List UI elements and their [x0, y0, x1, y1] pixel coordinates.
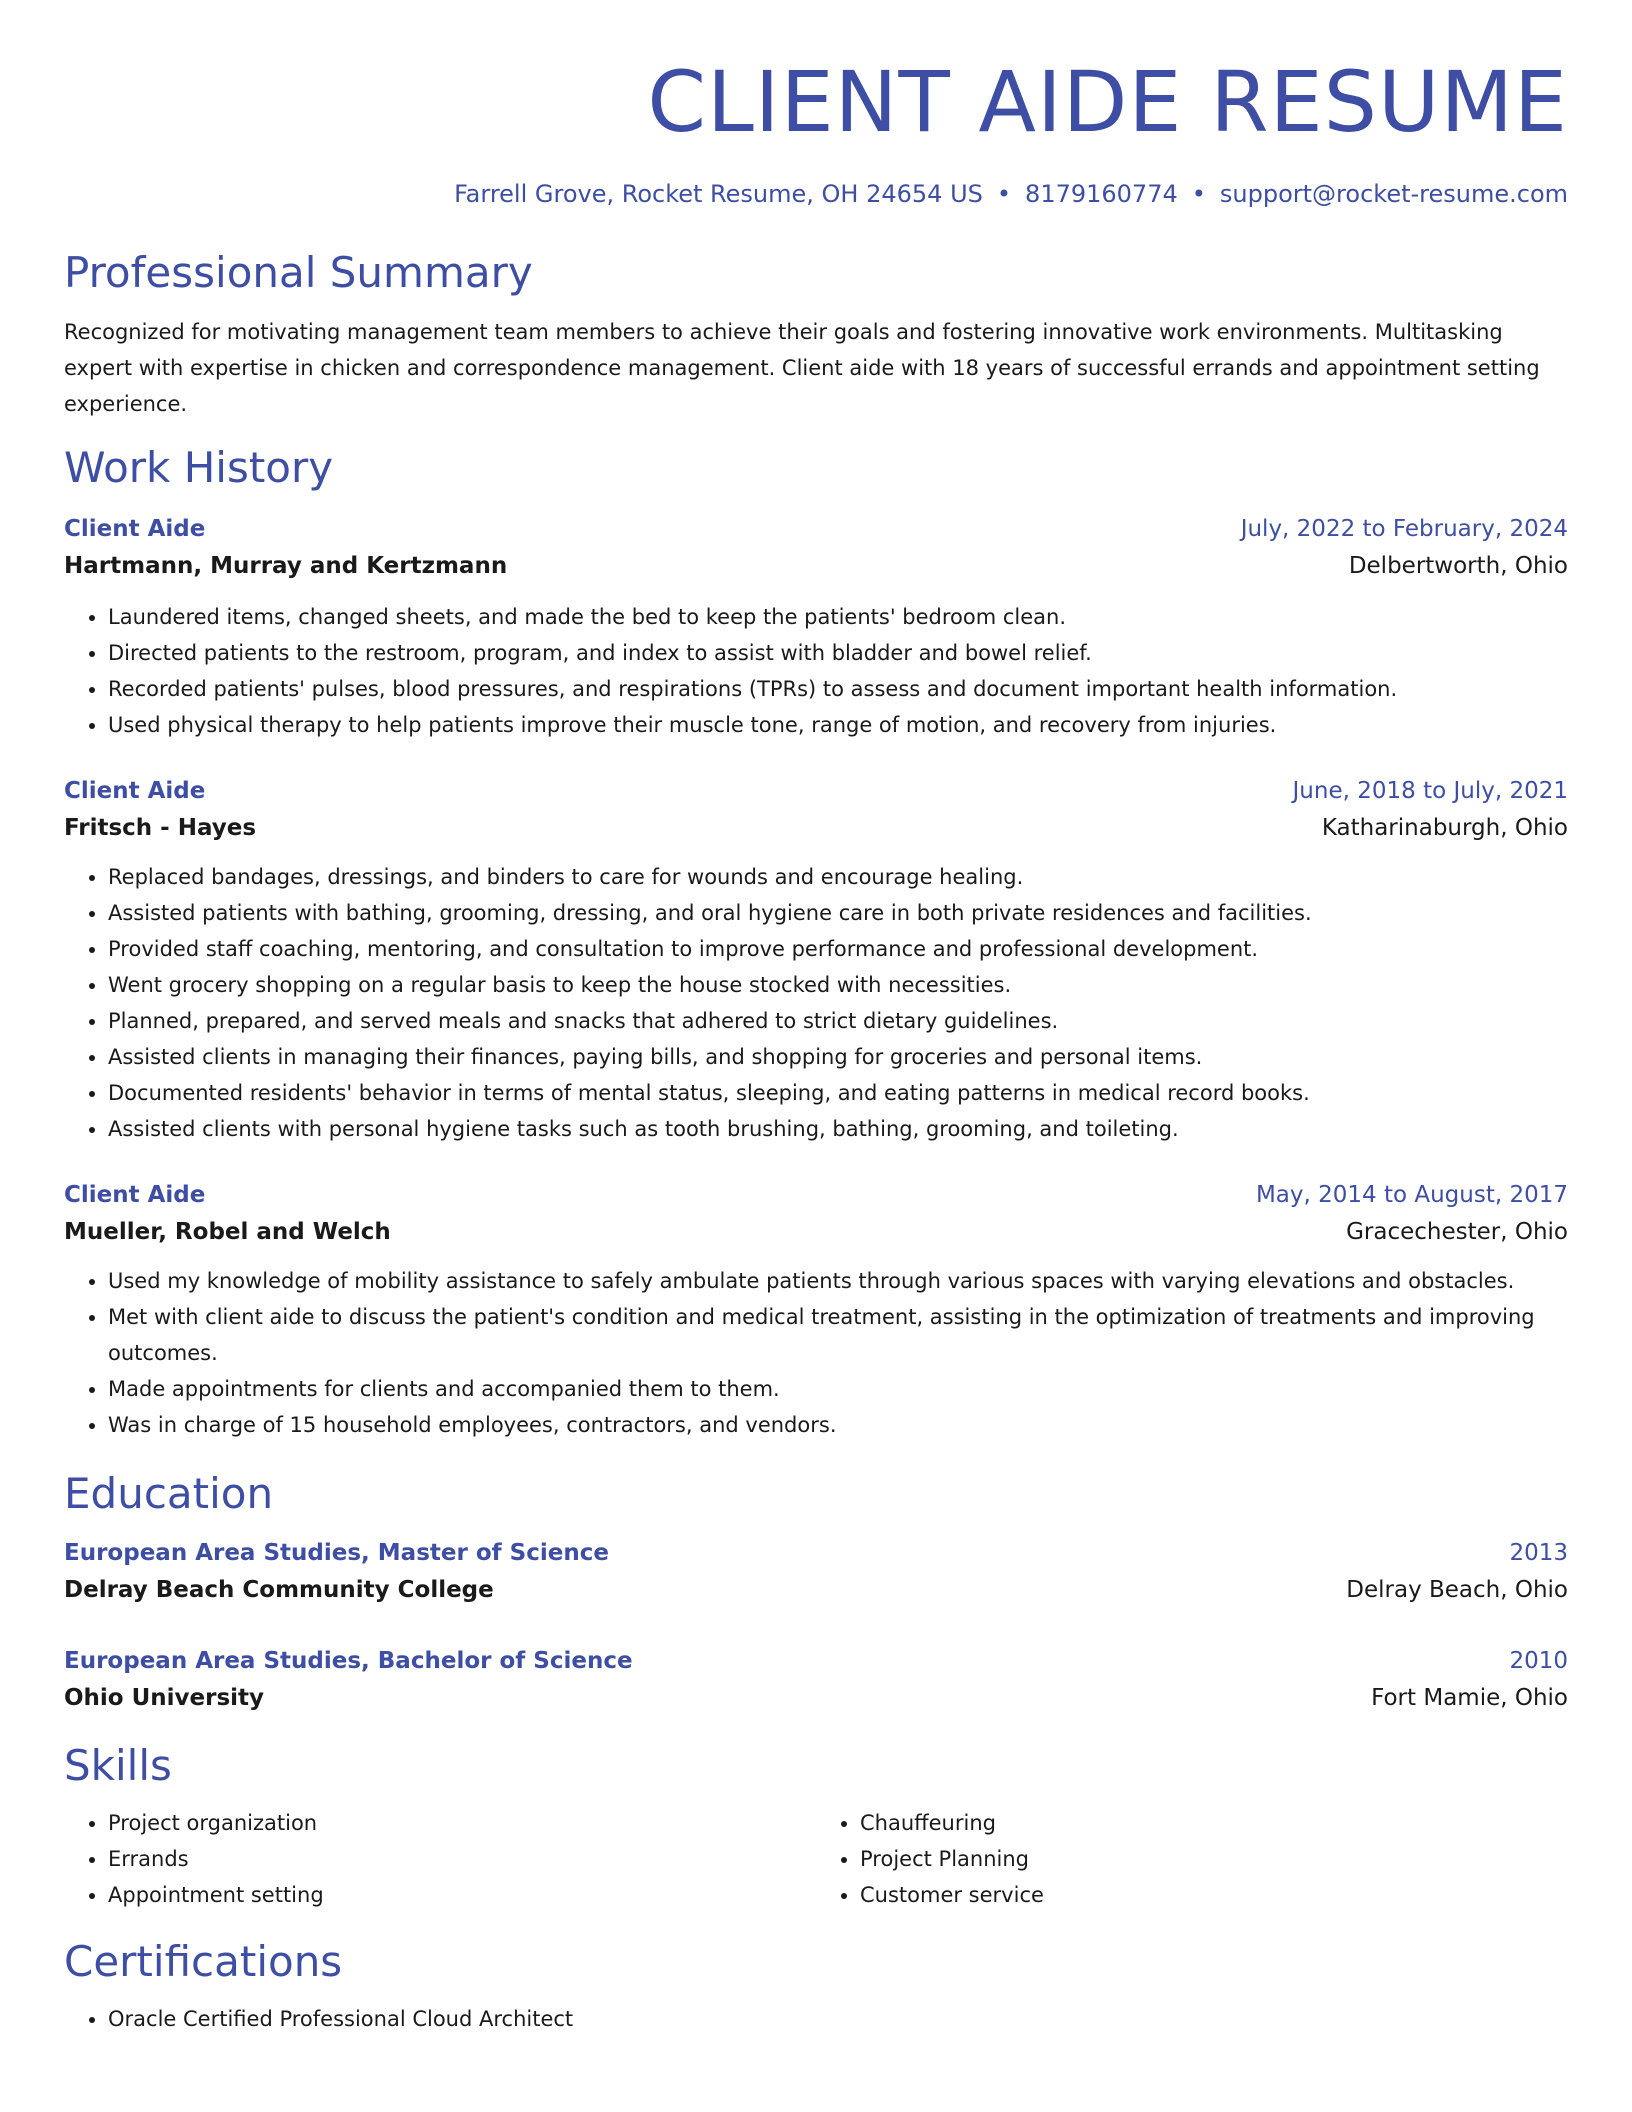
list-item: • Laundered items, changed sheets, and made the bed to keep the patients' bedroom clean.: [108, 599, 1568, 635]
certifications-list: [64, 2001, 1568, 2037]
skills-list-right: [816, 1805, 1568, 1913]
contact-phone: 8179160774: [1025, 180, 1178, 208]
list-item: • Project organization: [108, 1805, 816, 1841]
list-item: • Used physical therapy to help patients improve their muscle tone, range of motion, and recovery from injuries.: [108, 707, 1568, 743]
job-location: Delbertworth, Ohio: [1348, 553, 1568, 579]
list-item: • Replaced bandages, dressings, and binders to care for wounds and encourage healing.: [108, 859, 1568, 895]
resume-title: CLIENT AIDE RESUME: [647, 53, 1568, 151]
skills-list-left: [64, 1805, 816, 1913]
company-name: Hartmann, Murray and Kertzmann: [64, 553, 508, 579]
list-item: • Was in charge of 15 household employees, contractors, and vendors.: [108, 1407, 1568, 1443]
contact-address: Farrell Grove, Rocket Resume, OH 24654 US: [454, 180, 983, 208]
list-item: • Appointment setting: [108, 1877, 816, 1913]
list-item: • Made appointments for clients and accompanied them to them.: [108, 1371, 1568, 1407]
list-item: • Oracle Certified Professional Cloud Architect: [108, 2001, 1568, 2037]
list-item: • Errands: [108, 1841, 816, 1877]
summary-heading: Professional Summary: [64, 248, 533, 297]
job-title: Client Aide: [64, 1182, 206, 1208]
degree-name: European Area Studies, Master of Science: [64, 1540, 609, 1566]
job-entry: [64, 1177, 1568, 1443]
list-item: • Planned, prepared, and served meals and snacks that adhered to strict dietary guidelines.: [108, 1003, 1568, 1039]
list-item: • Provided staff coaching, mentoring, and consultation to improve performance and professional development.: [108, 931, 1568, 967]
list-item: • Assisted clients in managing their finances, paying bills, and shopping for groceries and personal items.: [108, 1039, 1568, 1075]
list-item: • Assisted clients with personal hygiene tasks such as tooth brushing, bathing, grooming, and toileting.: [108, 1111, 1568, 1147]
list-item: • Recorded patients' pulses, blood pressures, and respirations (TPRs) to assess and document important health information.: [108, 671, 1568, 707]
list-item: • Documented residents' behavior in terms of mental status, sleeping, and eating patterns in medical record books.: [108, 1075, 1568, 1111]
contact-line: [64, 178, 1568, 210]
job-dates: May, 2014 to August, 2017: [1255, 1182, 1568, 1208]
list-item: • Chauffeuring: [860, 1805, 1568, 1841]
list-item: • Customer service: [860, 1877, 1568, 1913]
education-heading: Education: [64, 1469, 274, 1518]
school-location: Delray Beach, Ohio: [1346, 1577, 1568, 1603]
job-title: Client Aide: [64, 516, 206, 542]
contact-separator: •: [1191, 180, 1206, 208]
list-item: • Met with client aide to discuss the patient's condition and medical treatment, assisting in the optimization of treatments and improving outcomes.: [108, 1299, 1568, 1371]
job-title: Client Aide: [64, 778, 206, 804]
contact-separator: •: [996, 180, 1012, 208]
school-name: Delray Beach Community College: [64, 1577, 494, 1603]
job-entry: [64, 511, 1568, 743]
school-location: Fort Mamie, Ohio: [1371, 1685, 1568, 1711]
skills-grid: [64, 1805, 1568, 1913]
company-name: Mueller, Robel and Welch: [64, 1219, 391, 1245]
summary-text: Recognized for motivating management team members to achieve their goals and fostering innovative work environments. Multitasking expert with expertise in chicken and correspondence management. Client aide with 18 years of successful errands and appointment setting experience.: [64, 320, 1540, 416]
degree-name: European Area Studies, Bachelor of Science: [64, 1648, 633, 1674]
graduation-year: 2010: [1509, 1648, 1568, 1674]
job-location: Gracechester, Ohio: [1346, 1219, 1568, 1245]
job-dates: June, 2018 to July, 2021: [1292, 778, 1568, 804]
company-name: Fritsch - Hayes: [64, 815, 257, 841]
contact-email: support@rocket-resume.com: [1219, 180, 1568, 208]
list-item: • Project Planning: [860, 1841, 1568, 1877]
job-entry: [64, 773, 1568, 1147]
skills-heading: Skills: [64, 1741, 172, 1790]
list-item: • Went grocery shopping on a regular basis to keep the house stocked with necessities.: [108, 967, 1568, 1003]
graduation-year: 2013: [1509, 1540, 1568, 1566]
job-bullets: [64, 599, 1568, 743]
job-bullets: [64, 1263, 1568, 1443]
job-bullets: [64, 859, 1568, 1147]
list-item: • Directed patients to the restroom, program, and index to assist with bladder and bowel relief.: [108, 635, 1568, 671]
job-location: Katharinaburgh, Ohio: [1321, 815, 1568, 841]
school-name: Ohio University: [64, 1685, 265, 1711]
certifications-heading: Certifications: [64, 1937, 343, 1986]
education-entry: [64, 1643, 1568, 1717]
education-entry: [64, 1535, 1568, 1609]
list-item: • Assisted patients with bathing, grooming, dressing, and oral hygiene care in both private residences and facilities.: [108, 895, 1568, 931]
job-dates: July, 2022 to February, 2024: [1240, 516, 1568, 542]
work-history-heading: Work History: [64, 443, 334, 492]
resume-page: [64, 0, 1568, 2037]
list-item: • Used my knowledge of mobility assistance to safely ambulate patients through various spaces with varying elevations and obstacles.: [108, 1263, 1568, 1299]
